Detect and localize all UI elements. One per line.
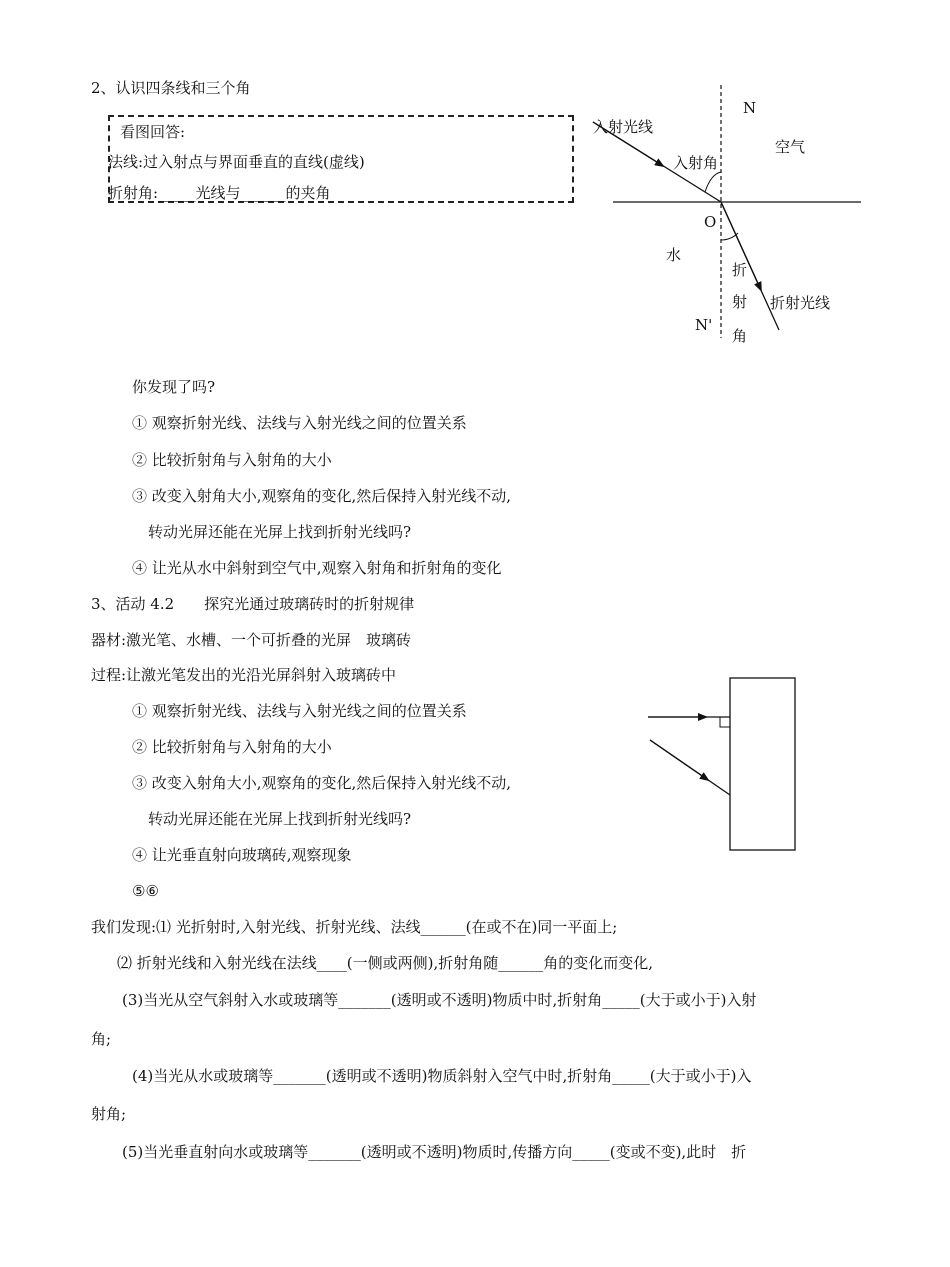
finding-4-continued: 射角; xyxy=(91,1105,127,1123)
list-item: ③ 改变入射角大小,观察角的变化,然后保持入射光线不动, xyxy=(132,487,512,505)
refraction-diagram xyxy=(585,80,875,355)
label-incident-ray: 入射光线 xyxy=(593,118,654,136)
list-item: ④ 让光从水中斜射到空气中,观察入射角和折射角的变化 xyxy=(132,559,502,577)
list-item: ④ 让光垂直射向玻璃砖,观察现象 xyxy=(132,846,352,864)
right-angle-mark xyxy=(720,717,730,727)
label-refraction-angle-1: 折 xyxy=(732,261,748,279)
refraction-angle-definition: 折射角:_____光线与______的夹角 xyxy=(108,184,331,202)
label-air: 空气 xyxy=(775,138,806,156)
finding-5: (5)当光垂直射向水或玻璃等_______(透明或不透明)物质时,传播方向_____(变或不变),此时 折 xyxy=(122,1143,747,1161)
discover-intro: 你发现了吗? xyxy=(132,378,216,396)
label-refraction-angle-2: 射 xyxy=(732,293,748,311)
section-3-title: 3、活动 4.2 探究光通过玻璃砖时的折射规律 xyxy=(91,595,415,613)
glass-block xyxy=(730,678,795,850)
glass-block-diagram xyxy=(640,670,810,860)
list-item: ① 观察折射光线、法线与入射光线之间的位置关系 xyxy=(132,702,467,720)
normal-line-definition: 法线:过入射点与界面垂直的直线(虚线) xyxy=(108,153,365,171)
label-incident-angle: 入射角 xyxy=(673,154,719,172)
label-water: 水 xyxy=(666,246,682,264)
incident-angle-arc xyxy=(705,172,721,192)
process-line: 过程:让激光笔发出的光沿光屏斜射入玻璃砖中 xyxy=(91,666,397,684)
list-item: ② 比较折射角与入射角的大小 xyxy=(132,738,332,756)
list-item: 转动光屏还能在光屏上找到折射光线吗? xyxy=(148,523,412,541)
list-item: 转动光屏还能在光屏上找到折射光线吗? xyxy=(148,810,412,828)
finding-4: (4)当光从水或玻璃等_______(透明或不透明)物质斜射入空气中时,折射角_____(大于或小于)入 xyxy=(132,1067,752,1085)
finding-3-continued: 角; xyxy=(91,1030,112,1048)
label-N-prime: N' xyxy=(695,316,713,334)
list-item: ⑤⑥ xyxy=(132,882,159,900)
label-O: O xyxy=(704,213,717,231)
label-refracted-ray: 折射光线 xyxy=(770,294,831,312)
equipment-line: 器材:激光笔、水槽、一个可折叠的光屏 玻璃砖 xyxy=(91,631,412,649)
finding-1: 我们发现:⑴ 光折射时,入射光线、折射光线、法线______(在或不在)同一平面上; xyxy=(91,918,618,936)
list-item: ① 观察折射光线、法线与入射光线之间的位置关系 xyxy=(132,414,467,432)
finding-3: (3)当光从空气斜射入水或玻璃等_______(透明或不透明)物质中时,折射角_____(大于或小于)入射 xyxy=(122,991,757,1009)
label-refraction-angle-3: 角 xyxy=(732,327,748,345)
finding-2: ⑵ 折射光线和入射光线在法线____(一侧或两侧),折射角随______角的变化而变化, xyxy=(117,954,654,972)
label-N: N xyxy=(743,99,757,117)
list-item: ② 比较折射角与入射角的大小 xyxy=(132,451,332,469)
answer-box-prompt: 看图回答: xyxy=(120,123,186,141)
list-item: ③ 改变入射角大小,观察角的变化,然后保持入射光线不动, xyxy=(132,774,512,792)
section-2-title: 2、认识四条线和三个角 xyxy=(91,79,251,97)
